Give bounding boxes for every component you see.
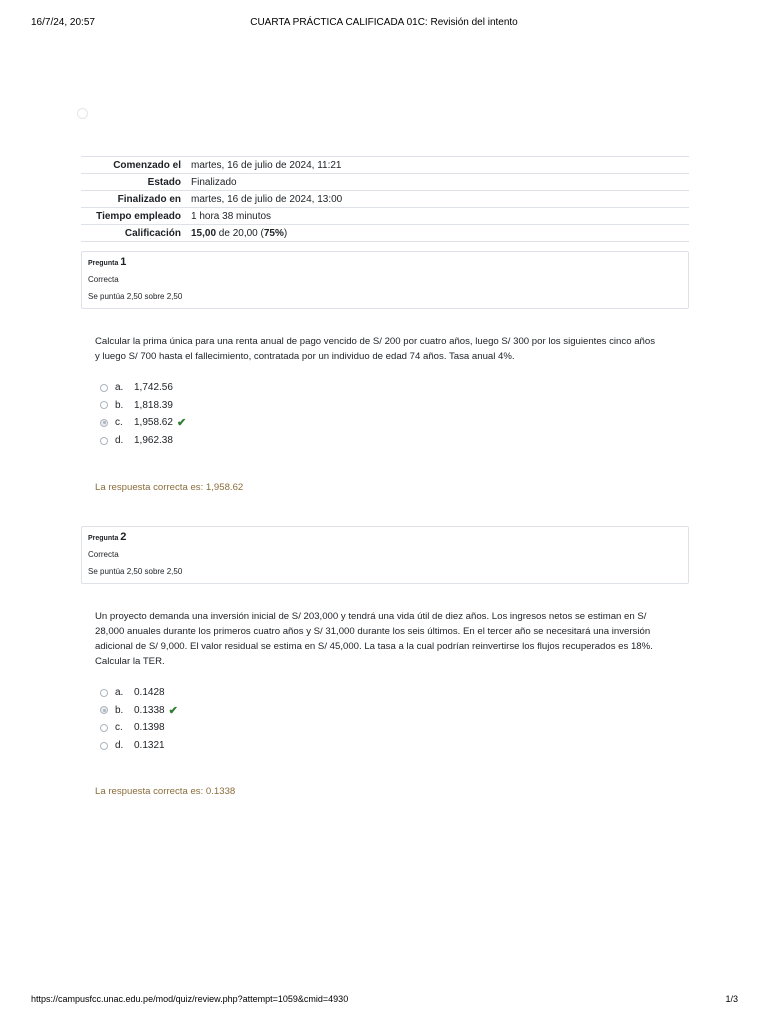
print-url: https://campusfcc.unac.edu.pe/mod/quiz/review.php?attempt=1059&cmid=4930 <box>31 994 349 1004</box>
summary-value: martes, 16 de julio de 2024, 13:00 <box>191 193 343 205</box>
option-letter: d. <box>115 740 124 752</box>
summary-row <box>81 225 689 242</box>
check-icon: ✔ <box>168 704 178 717</box>
option-value: 0.1321 <box>134 740 165 752</box>
summary-row <box>81 174 689 191</box>
option-letter: c. <box>115 417 123 429</box>
check-icon: ✔ <box>176 417 187 430</box>
question-number <box>88 531 126 543</box>
answer-option-c[interactable] <box>100 719 178 737</box>
option-value: 1,818.39 <box>134 399 173 411</box>
answer-option-d[interactable] <box>100 737 178 755</box>
radio-icon[interactable] <box>100 437 108 445</box>
answer-option-c[interactable] <box>100 414 186 432</box>
summary-row <box>81 157 689 174</box>
option-letter: c. <box>115 722 123 734</box>
radio-icon[interactable] <box>100 724 108 732</box>
question-1-text: Calcular la prima única para una renta anual de pago vencido de S/ 200 por cuatro años, luego S/ 300 por los siguientes cinco años y luego S/ 700 hasta el fallecimiento, contratada por un individuo de edad 74 años. Tasa anual 4%. <box>95 336 655 362</box>
summary-label: Tiempo empleado <box>96 210 181 222</box>
question-num: 1 <box>120 256 127 268</box>
summary-label: Finalizado en <box>117 193 181 205</box>
answer-option-d[interactable] <box>100 432 186 450</box>
question-label: Pregunta <box>88 260 119 267</box>
summary-label: Calificación <box>124 227 181 239</box>
summary-label: Estado <box>147 176 181 188</box>
logo-icon <box>77 108 88 119</box>
print-datetime: 16/7/24, 20:57 <box>31 17 95 28</box>
option-letter: a. <box>115 687 124 699</box>
option-value: 0.1398 <box>134 722 165 734</box>
question-1-answers <box>100 379 186 449</box>
option-value: 1,962.38 <box>134 435 173 447</box>
option-letter: b. <box>115 399 124 411</box>
radio-icon[interactable] <box>100 706 108 714</box>
question-label: Pregunta <box>88 535 119 542</box>
radio-icon[interactable] <box>100 742 108 750</box>
option-letter: b. <box>115 704 124 716</box>
print-title: CUARTA PRÁCTICA CALIFICADA 01C: Revisión del intento <box>250 17 518 28</box>
option-value: 1,958.62 <box>134 417 173 429</box>
question-1-right-answer: La respuesta correcta es: 1,958.62 <box>95 482 244 493</box>
question-num: 2 <box>120 531 127 543</box>
answer-option-a[interactable] <box>100 379 186 397</box>
grade-percent: 75% <box>263 227 284 239</box>
option-letter: d. <box>115 435 124 447</box>
question-2-text: Un proyecto demanda una inversión inicial de S/ 203,000 y tendrá una vida útil de diez años. Los ingresos netos se estiman en S/ 28,000 anuales durante los primeros cuatro años y S/ 31,000 durante los seis últimos. En el tercer año se necesitará una inversión adicional de S/ 9,000. El valor residual se estima en S/ 45,000. La tasa a la cual podrían reinvertirse los flujos recuperados es 18%. Calcular la TER. <box>95 611 653 667</box>
summary-value: 1 hora 38 minutos <box>191 210 272 222</box>
answer-option-b[interactable] <box>100 397 186 415</box>
question-state: Correcta <box>88 550 119 559</box>
grade-mid: de 20,00 ( <box>216 227 264 239</box>
option-value: 0.1338 <box>134 704 165 716</box>
summary-label: Comenzado el <box>113 159 181 171</box>
radio-icon[interactable] <box>100 384 108 392</box>
question-state: Correcta <box>88 275 119 284</box>
answer-option-a[interactable] <box>100 684 178 702</box>
summary-value: martes, 16 de julio de 2024, 11:21 <box>191 159 342 171</box>
question-1-info <box>81 251 689 309</box>
radio-icon[interactable] <box>100 401 108 409</box>
attempt-summary-table <box>81 156 689 242</box>
summary-row <box>81 191 689 208</box>
radio-icon[interactable] <box>100 419 108 427</box>
option-value: 0.1428 <box>134 687 165 699</box>
question-grade: Se puntúa 2,50 sobre 2,50 <box>88 567 183 576</box>
question-grade: Se puntúa 2,50 sobre 2,50 <box>88 292 183 301</box>
question-number <box>88 256 126 268</box>
option-value: 1,742.56 <box>134 382 173 394</box>
radio-icon[interactable] <box>100 689 108 697</box>
print-page-number: 1/3 <box>725 994 738 1004</box>
question-2-right-answer: La respuesta correcta es: 0.1338 <box>95 786 236 797</box>
question-2-answers <box>100 684 178 754</box>
answer-option-b[interactable] <box>100 702 178 720</box>
grade-score: 15,00 <box>191 227 217 239</box>
summary-value: Finalizado <box>191 176 237 188</box>
summary-row <box>81 208 689 225</box>
summary-value <box>186 225 689 242</box>
grade-end: ) <box>283 227 288 239</box>
option-letter: a. <box>115 382 124 394</box>
question-2-info <box>81 526 689 584</box>
